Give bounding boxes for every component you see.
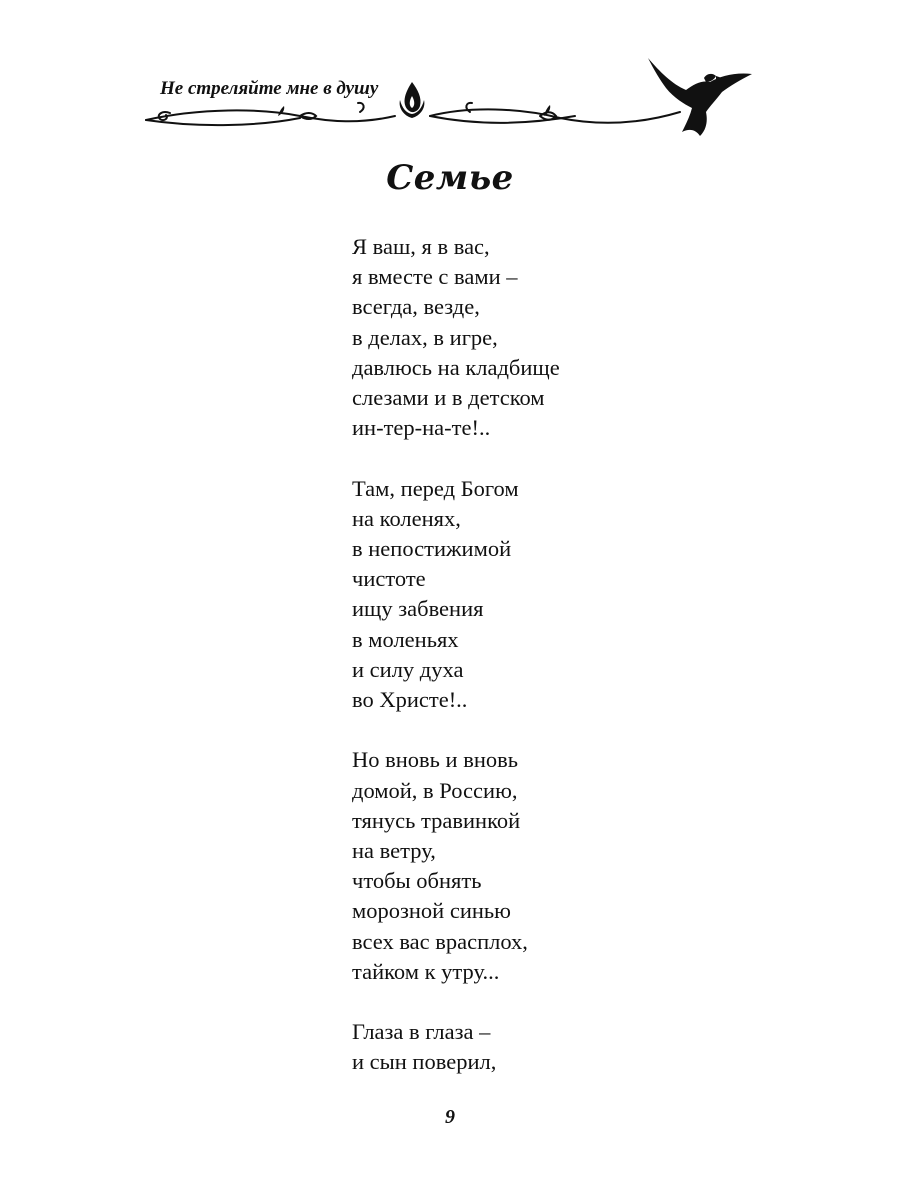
poem-line: Но вновь и вновь — [352, 747, 519, 773]
poem-line: морозной синью — [352, 898, 511, 924]
poem-line: ин-тер-на-те!.. — [352, 415, 491, 441]
poem-line: Глаза в глаза – — [352, 1019, 491, 1045]
dove-icon — [648, 58, 752, 136]
poem-line: и силу духа — [352, 656, 464, 682]
poem-line: на ветру, — [352, 838, 436, 864]
poem-line: и сын поверил, — [352, 1049, 497, 1075]
poem-line: во Христе!.. — [352, 687, 468, 713]
poem-line: всегда, везде, — [352, 294, 480, 320]
poem-line: тайком к утру... — [352, 958, 500, 984]
poem-line: всех вас врасплох, — [352, 928, 528, 954]
stanza-3 — [352, 745, 752, 987]
stanza-2 — [352, 474, 752, 716]
poem-line: домой, в Россию, — [352, 777, 518, 803]
candle-flame-icon — [400, 82, 425, 118]
poem-line: Там, перед Богом — [352, 475, 519, 501]
poem-line: ищу забвения — [352, 596, 484, 622]
poem-line: на коленях, — [352, 505, 461, 531]
running-title: Не стреляйте мне в душу — [160, 78, 379, 99]
poem-line: в делах, в игре, — [352, 324, 498, 350]
page-number: 9 — [445, 1106, 455, 1128]
poem-line: в моленьях — [352, 626, 459, 652]
poem-line: в непостижимой — [352, 536, 512, 562]
stanza-4 — [352, 1017, 752, 1077]
poem-line: я вместе с вами – — [352, 264, 518, 290]
header-ornament — [0, 0, 900, 160]
poem-line: давлюсь на кладбище — [352, 354, 560, 380]
stanza-1 — [352, 232, 752, 443]
poem-line: чтобы обнять — [352, 868, 482, 894]
poem-line: слезами и в детском — [352, 385, 545, 411]
poem-title: Семье — [386, 158, 514, 198]
poem-line: тянусь травинкой — [352, 807, 521, 833]
poem-line: чистоте — [352, 566, 426, 592]
poem-body — [352, 232, 752, 1108]
poem-line: Я ваш, я в вас, — [352, 234, 490, 259]
